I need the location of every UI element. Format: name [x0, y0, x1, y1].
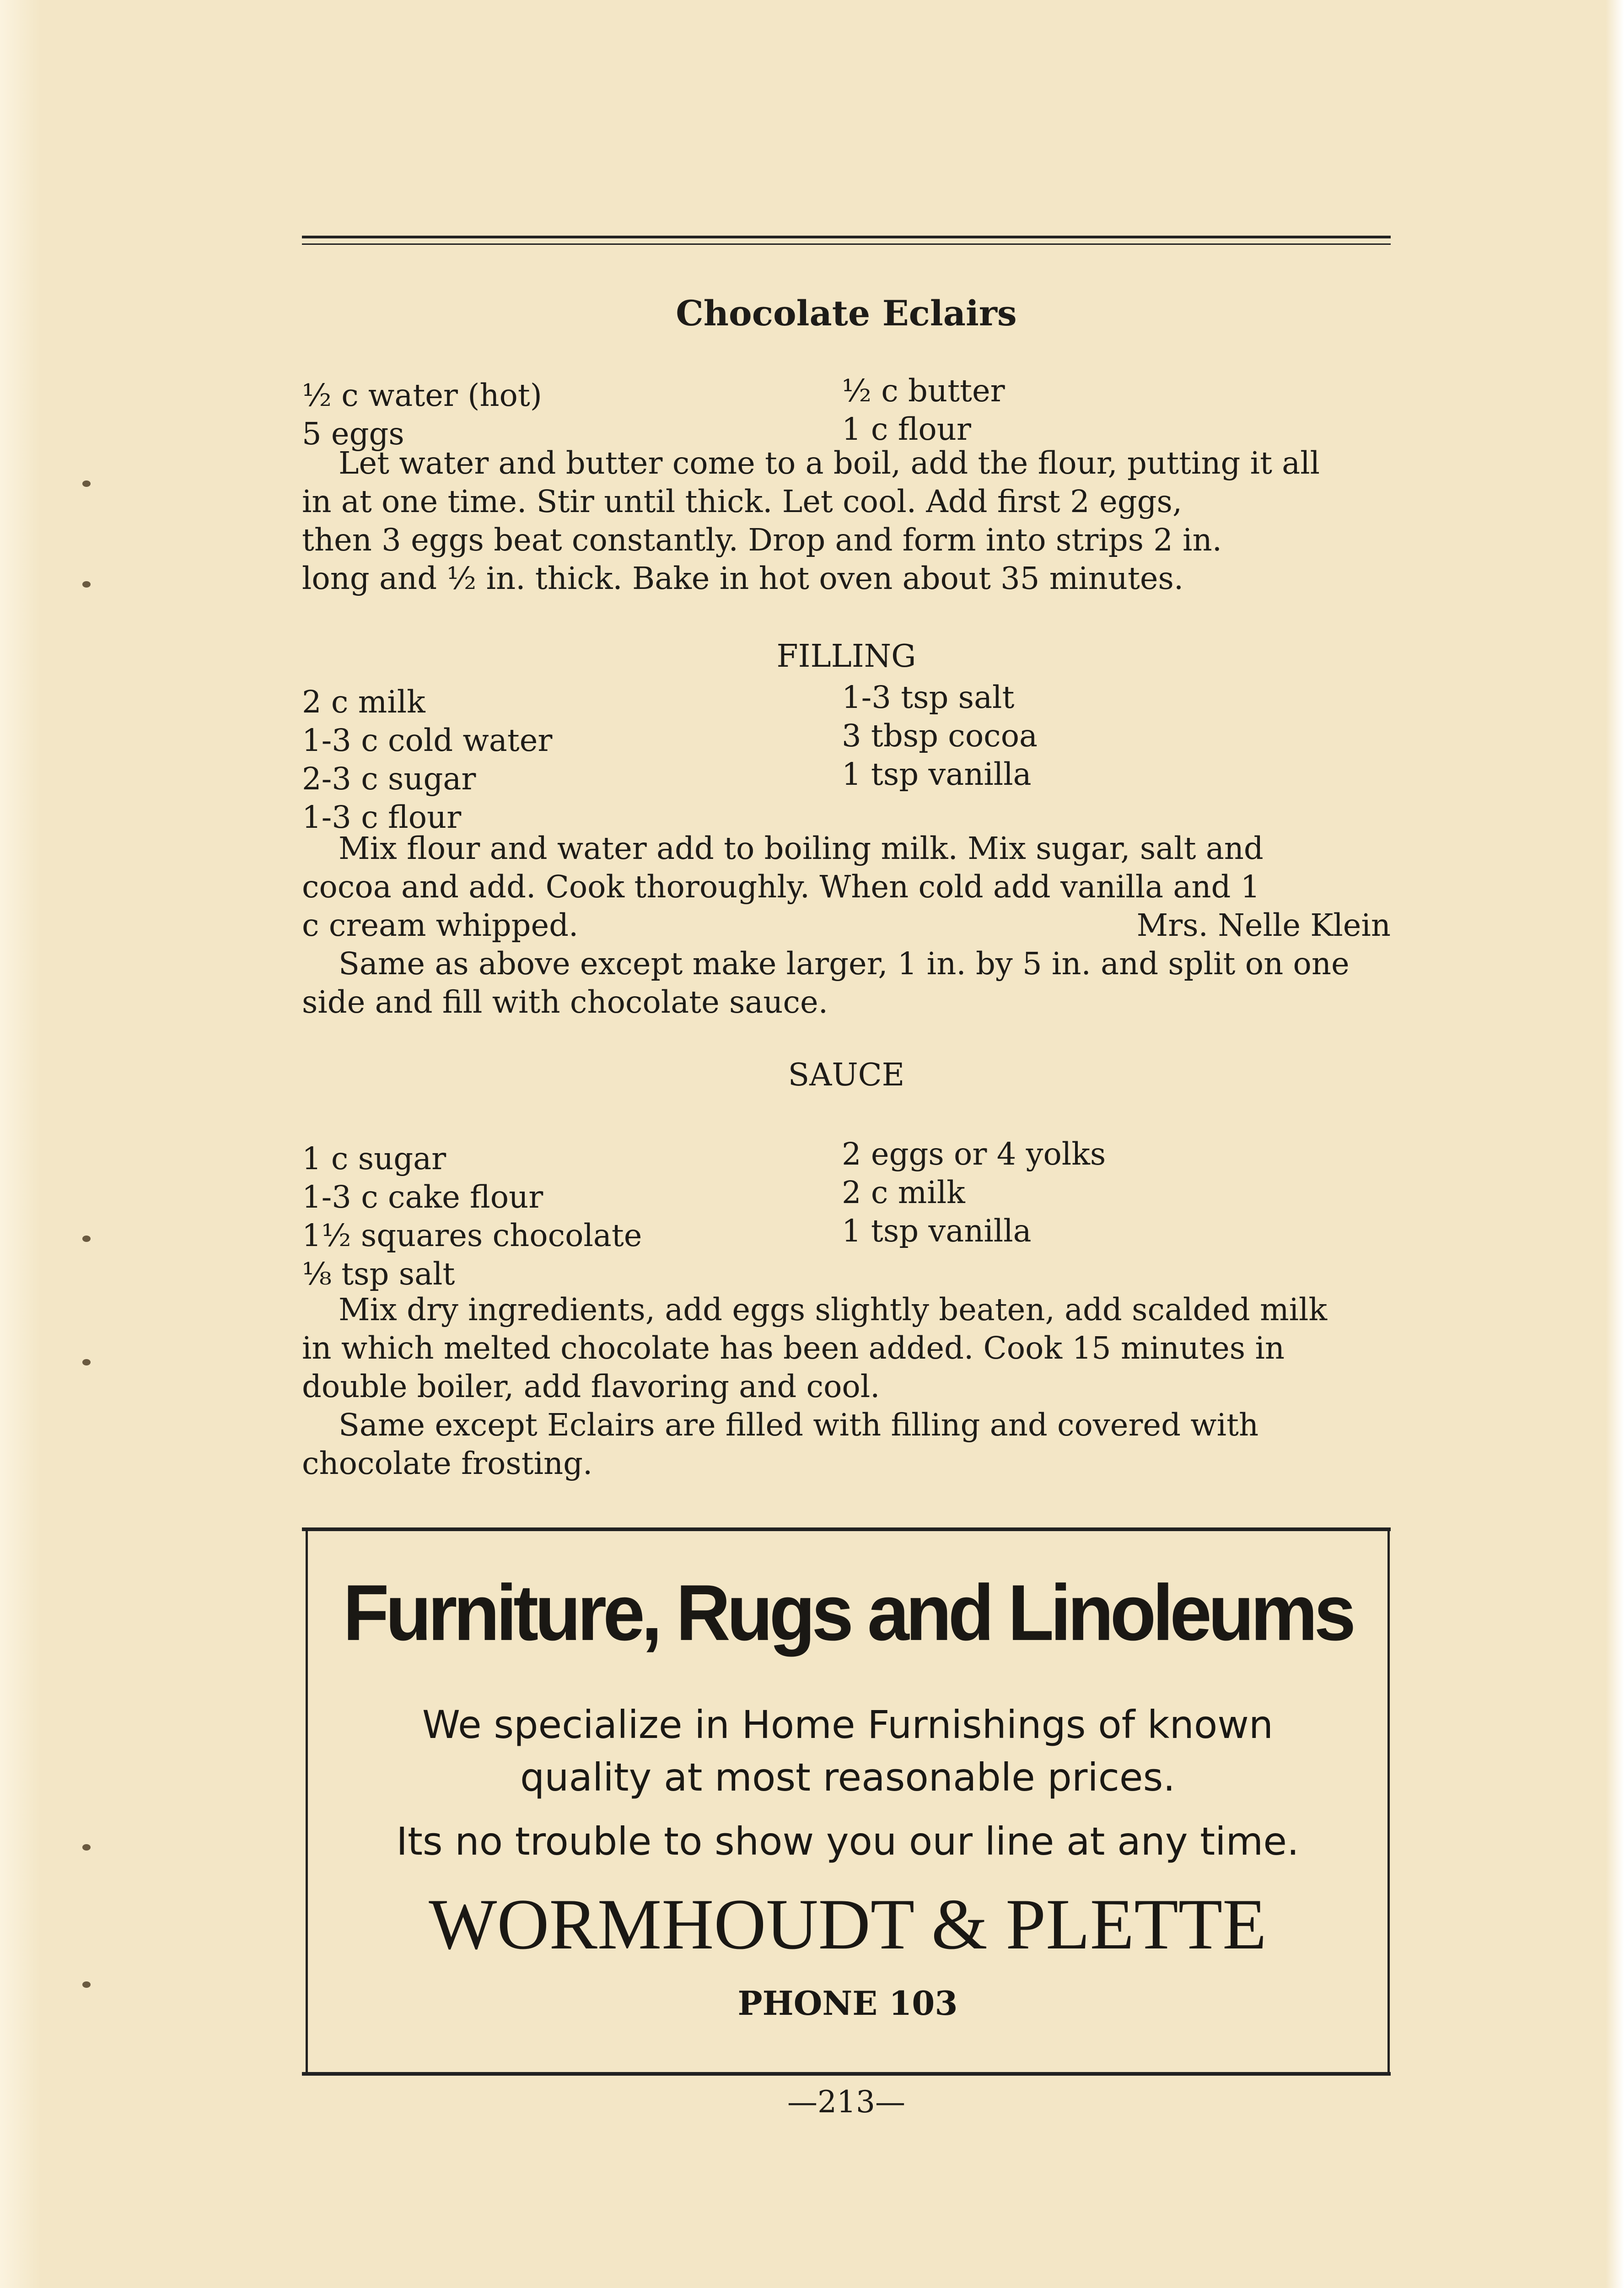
- ingredient: 1½ squares chocolate: [302, 1218, 642, 1253]
- note-line: side and fill with chocolate sauce.: [302, 984, 828, 1020]
- method-line: Let water and butter come to a boil, add the flour, putting it all: [339, 445, 1320, 481]
- ingredient: 1 tsp vanilla: [842, 1213, 1032, 1249]
- sauce-ingredients-left: [302, 1139, 642, 1293]
- sauce-heading: SAUCE: [788, 1057, 905, 1093]
- ingredient: 1 tsp vanilla: [842, 756, 1032, 792]
- filling-method: [302, 829, 1391, 1021]
- method-line: then 3 eggs beat constantly. Drop and form into strips 2 in.: [302, 522, 1222, 558]
- binding-hole: [82, 1359, 91, 1365]
- ad-rule-bottom: [302, 2072, 1391, 2076]
- binding-hole: [82, 480, 91, 487]
- ingredient: 2 eggs or 4 yolks: [842, 1136, 1106, 1172]
- ingredient: 1 c sugar: [302, 1141, 446, 1176]
- page-edge-right: [1606, 0, 1624, 2288]
- method-line: in which melted chocolate has been added. Cook 15 minutes in: [302, 1330, 1285, 1366]
- binding-hole: [82, 1236, 91, 1242]
- note-line: Same as above except make larger, 1 in. by 5 in. and split on one: [339, 946, 1350, 982]
- ingredient: 1-3 tsp salt: [842, 680, 1015, 715]
- ad-line-2: quality at most reasonable prices.: [520, 1755, 1176, 1800]
- recipe-title: Chocolate Eclairs: [676, 293, 1017, 334]
- ingredient: 1 c flour: [842, 411, 971, 447]
- ad-line-1: We specialize in Home Furnishings of known: [422, 1702, 1274, 1747]
- method-line: Mix flour and water add to boiling milk. Mix sugar, salt and: [339, 831, 1264, 866]
- method-line: long and ½ in. thick. Bake in hot oven about 35 minutes.: [302, 561, 1184, 596]
- method-line: double boiler, add flavoring and cool.: [302, 1369, 880, 1404]
- note-line: Same except Eclairs are filled with filling and covered with: [339, 1407, 1259, 1443]
- ad-company-name: WORMHOUDT & PLETTE: [429, 1884, 1267, 1964]
- binding-hole: [82, 1981, 91, 1988]
- method-line: c cream whipped. Mrs. Nelle Klein: [302, 906, 1391, 944]
- ingredient: 1-3 c cake flour: [302, 1179, 543, 1215]
- binding-hole: [82, 581, 91, 588]
- filling-ingredients-right: [842, 678, 1038, 793]
- binding-hole: [82, 1844, 91, 1851]
- ingredient: 5 eggs: [302, 416, 404, 452]
- page-number: —213—: [787, 2084, 905, 2120]
- filling-heading: FILLING: [776, 638, 916, 675]
- ad-phone: PHONE 103: [737, 1984, 958, 2023]
- recipe-author: Mrs. Nelle Klein: [1136, 907, 1391, 943]
- advertisement: [306, 1531, 1390, 2075]
- page-edge-left: [0, 0, 41, 2288]
- ingredient: 2 c milk: [302, 684, 425, 720]
- ingredient: ⅛ tsp salt: [302, 1256, 455, 1292]
- ingredient: ½ c butter: [842, 373, 1005, 409]
- method-line: Mix dry ingredients, add eggs slightly beaten, add scalded milk: [339, 1292, 1328, 1327]
- top-rule-thick: [302, 236, 1391, 238]
- filling-ingredients-left: [302, 683, 552, 836]
- ingredient: ½ c water (hot): [302, 378, 542, 413]
- ingredient: 3 tbsp cocoa: [842, 718, 1038, 754]
- ingredient: 1-3 c cold water: [302, 723, 553, 758]
- sauce-ingredients-right: [842, 1135, 1106, 1250]
- ingredient: 2-3 c sugar: [302, 761, 476, 797]
- top-rule-thin: [302, 243, 1391, 245]
- recipe-ingredients-left: [302, 376, 542, 453]
- ingredient: 2 c milk: [842, 1175, 965, 1210]
- recipe-method: [302, 444, 1391, 598]
- note-line: chocolate frosting.: [302, 1446, 593, 1481]
- method-line: cocoa and add. Cook thoroughly. When cold add vanilla and 1: [302, 869, 1260, 905]
- ingredient: 1-3 c flour: [302, 799, 462, 835]
- ad-line-3: Its no trouble to show you our line at any time.: [396, 1819, 1299, 1864]
- ad-headline: Furniture, Rugs and Linoleums: [343, 1568, 1353, 1657]
- recipe-ingredients-right: [842, 372, 1005, 448]
- sauce-method: [302, 1290, 1391, 1483]
- method-line: in at one time. Stir until thick. Let cool. Add first 2 eggs,: [302, 484, 1183, 519]
